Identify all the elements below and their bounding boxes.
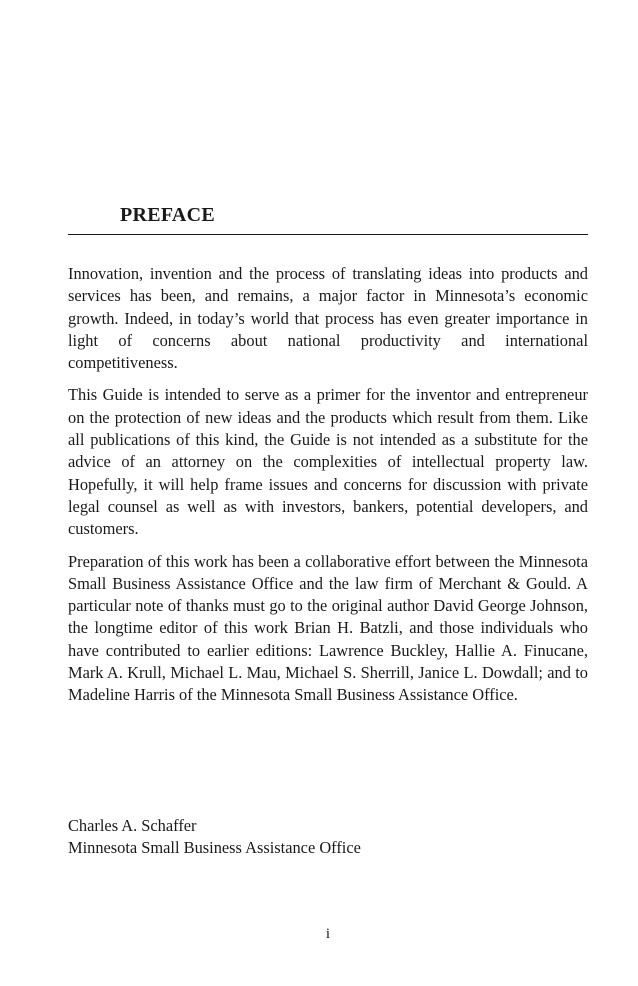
page-title: PREFACE [120, 204, 216, 226]
preface-body [68, 263, 588, 717]
heading-rule [68, 203, 588, 235]
document-page [68, 0, 588, 986]
page-number: i [325, 926, 331, 942]
signature-organization: Minnesota Small Business Assistance Office [68, 838, 361, 858]
signature-block [68, 815, 588, 860]
paragraph-2: This Guide is intended to serve as a primer for the inventor and entrepreneur on the protection of new ideas and the products which result from them. Like all publications of this kind, the Guide is not intended as a substitute for the advice of an attorney on the complexities of intellectual property law. Hopefully, it will help frame issues and concerns for discussion with private legal counsel as well as with investors, bankers, potential developers, and customers. [68, 385, 588, 539]
signature-name: Charles A. Schaffer [68, 816, 197, 835]
paragraph-1: Innovation, invention and the process of translating ideas into products and services has been, and remains, a major factor in Minnesota’s economic growth. Indeed, in today’s world that process has even greater importance in light of concerns about national productivity and international competitiveness. [68, 264, 588, 373]
paragraph-3: Preparation of this work has been a collaborative effort between the Minnesota Small Business Assistance Office and the law firm of Merchant & Gould. A particular note of thanks must go to the original author David George Johnson, the longtime editor of this work Brian H. Batzli, and those individuals who have contributed to earlier editions: Lawrence Buckley, Hallie A. Finucane, Mark A. Krull, Michael L. Mau, Michael S. Sherrill, Janice L. Dowdall; and to Madeline Harris of the Minnesota Small Business Assistance Office. [68, 551, 588, 705]
